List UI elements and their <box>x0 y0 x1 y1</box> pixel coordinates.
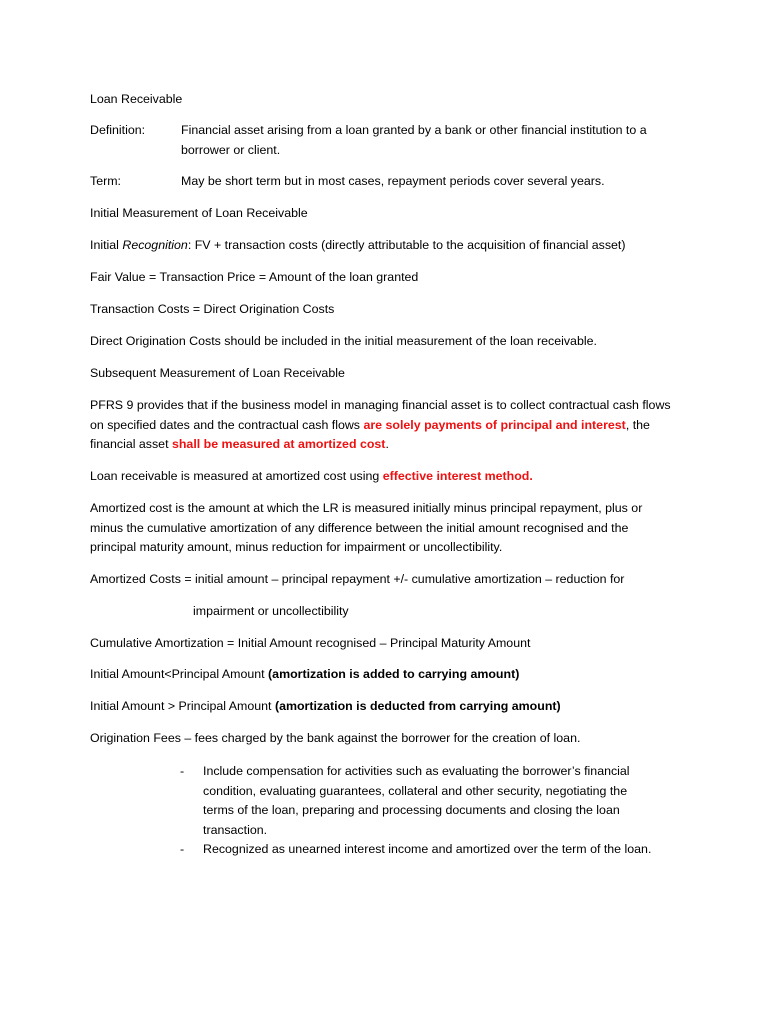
origination-fees-bullets <box>180 762 680 860</box>
cumulative-amortization-line: Cumulative Amortization = Initial Amount recognised – Principal Maturity Amount <box>90 636 531 650</box>
bullet-line: terms of the loan, preparing and processing documents and closing the loan <box>203 803 620 817</box>
subsequent-measurement-heading: Subsequent Measurement of Loan Receivable <box>90 366 345 380</box>
pfrs-emphasis-payments: are solely payments of principal and interest <box>363 418 626 432</box>
initial-recognition-rest: : FV + transaction costs (directly attributable to the acquisition of financial asset) <box>187 238 626 252</box>
bullet-line: Include compensation for activities such as evaluating the borrower’s financial <box>203 764 630 778</box>
pfrs-line-2-end: , the <box>625 418 650 432</box>
initial-measurement-heading: Initial Measurement of Loan Receivable <box>90 206 308 220</box>
pfrs-line-2-text: on specified dates and the contractual cash flows <box>90 418 364 432</box>
bullet-line: condition, evaluating guarantees, collateral and other security, negotiating the <box>203 783 628 798</box>
bullet-line: transaction. <box>203 822 268 837</box>
initial-recognition-prefix: Initial <box>90 238 123 252</box>
fair-value-line: Fair Value = Transaction Price = Amount of the loan granted <box>90 270 419 284</box>
doc-title: Loan Receivable <box>90 92 183 106</box>
pfrs-line-3-text: financial asset <box>90 437 172 451</box>
bullet-line: Recognized as unearned interest income and amortized over the term of the loan. <box>203 842 652 856</box>
initial-recognition-line <box>90 236 626 256</box>
term-label: Term: <box>90 174 121 188</box>
initial-less-principal-line <box>90 665 519 685</box>
lr-measured-text: Loan receivable is measured at amortized cost using <box>90 469 383 483</box>
lr-measured-line <box>90 467 533 487</box>
definition-text: Financial asset arising from a loan granted by a bank or other financial institution to a borrower or client. <box>181 123 647 157</box>
bullet-item <box>180 762 680 840</box>
amortized-def-line-3: principal maturity amount, minus reduction for impairment or uncollectibility. <box>90 540 503 554</box>
direct-origination-line: Direct Origination Costs should be included in the initial measurement of the loan receivable. <box>90 334 597 348</box>
amortized-formula-line-1: Amortized Costs = initial amount – principal repayment +/- cumulative amortization – reduction for <box>90 572 625 586</box>
initial-greater-note: (amortization is deducted from carrying amount) <box>274 699 561 713</box>
definition-label: Definition: <box>90 123 146 137</box>
pfrs-line-3-end: . <box>385 437 389 451</box>
bullet-dash: - <box>180 842 185 856</box>
amortized-def-line-2: minus the cumulative amortization of any difference between the initial amount recognised and the <box>90 521 629 535</box>
pfrs-emphasis-amortized: shall be measured at amortized cost <box>171 437 386 451</box>
origination-fees-line: Origination Fees – fees charged by the bank against the borrower for the creation of loan. <box>90 731 581 745</box>
lr-measured-emphasis: effective interest method. <box>382 469 533 483</box>
transaction-costs-line: Transaction Costs = Direct Origination Costs <box>90 302 335 316</box>
pfrs-line-1: PFRS 9 provides that if the business model in managing financial asset is to collect contractual cash flows <box>90 398 671 412</box>
initial-less-text: Initial Amount<Principal Amount <box>90 667 269 681</box>
bullet-item <box>180 840 680 860</box>
bullet-dash: - <box>180 764 185 778</box>
initial-recognition-italic: Recognition <box>122 238 188 252</box>
amortized-formula-line-2: impairment or uncollectibility <box>193 604 349 618</box>
pfrs-line-3 <box>90 435 389 455</box>
initial-greater-principal-line <box>90 697 561 717</box>
initial-greater-text: Initial Amount > Principal Amount <box>90 699 275 713</box>
pfrs-line-2 <box>90 416 650 436</box>
initial-less-note: (amortization is added to carrying amount) <box>268 667 520 681</box>
amortized-def-line-1: Amortized cost is the amount at which the LR is measured initially minus principal repayment, plus or <box>90 501 643 515</box>
term-text: May be short term but in most cases, repayment periods cover several years. <box>181 174 605 188</box>
